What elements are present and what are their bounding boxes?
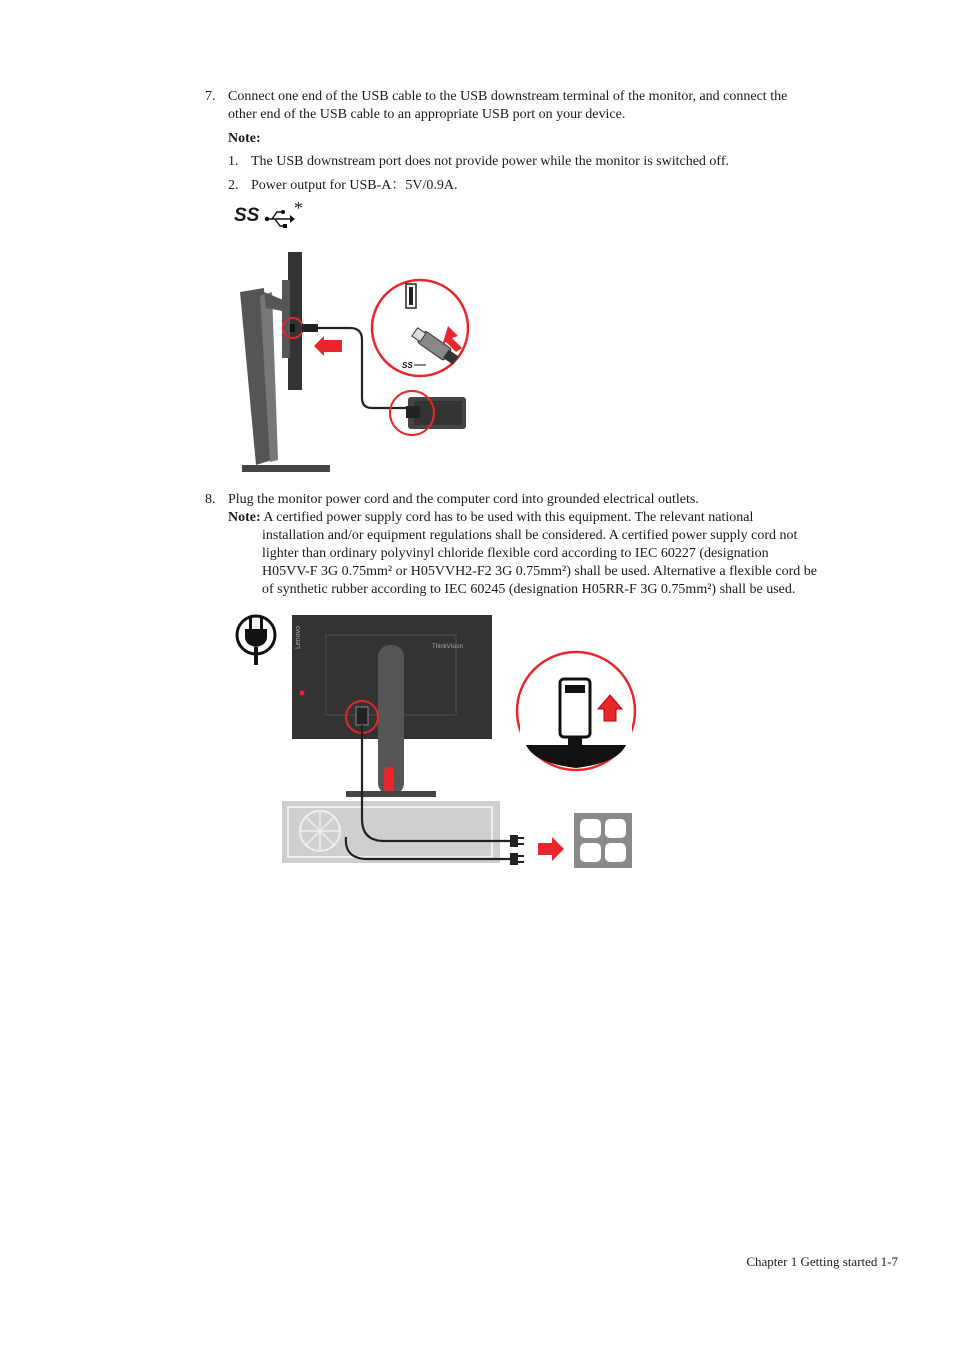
power-connection-illustration [228,605,638,870]
usb-trident-icon [264,209,296,229]
monitor-brand-label: Lenovo [295,626,302,649]
step-7-text-line1: Connect one end of the USB cable to the USB downstream terminal of the monitor, and connect the [228,89,788,104]
svg-text:SS: SS [402,361,413,370]
step-8-note-line2: installation and/or equipment regulations shall be considered. A certified power supply cord not [262,528,798,543]
step-7-note-2-text: Power output for USB-A：5V/0.9A. [251,178,458,193]
step-7-number: 7. [205,89,216,104]
usb-connection-illustration [230,240,475,475]
step-8-note-line1: A certified power supply cord has to be used with this equipment. The relevant national [263,510,754,525]
step-8-note-line4: H05VV-F 3G 0.75mm² or H05VVH2-F2 3G 0.75mm²) shall be used. Alternative a flexible cord be [262,564,817,579]
step-7-note-2-number: 2. [228,178,239,193]
step-7-note-1-number: 1. [228,154,239,169]
step-7-text [228,88,908,124]
step-8-note [228,509,898,599]
stand-base [242,465,330,472]
usb-asterisk: * [294,198,303,218]
usb-ss-text: SS [234,205,260,226]
step-7-note-1-text: The USB downstream port does not provide power while the monitor is switched off. [251,154,729,169]
step-8-note-line3: lighter than ordinary polyvinyl chloride flexible cord according to IEC 60227 (designation [262,546,769,561]
step-8-note-label: Note: [228,510,261,525]
step-8-note-line5: of synthetic rubber according to IEC 60245 (designation H05RR-F 3G 0.75mm²) shall be used. [262,582,796,597]
step-7-note-label: Note: [228,131,261,146]
page-footer: Chapter 1 Getting started 1-7 [746,1254,898,1269]
monitor-model-label: ThinkVision [432,644,463,650]
usb-superspeed-logo [234,198,314,231]
step-8-text: Plug the monitor power cord and the computer cord into grounded electrical outlets. [228,492,699,507]
step-8-number: 8. [205,492,216,507]
step-7-text-line2: other end of the USB cable to an appropriate USB port on your device. [228,107,626,122]
